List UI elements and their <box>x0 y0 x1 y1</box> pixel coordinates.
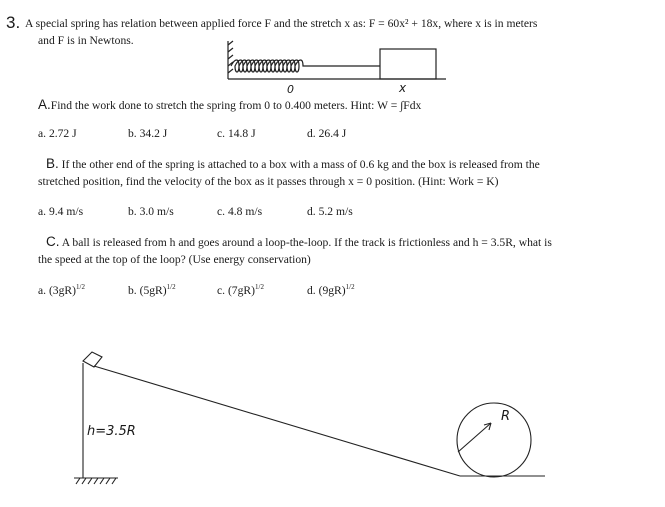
part-a-option-b: b. 34.2 J <box>128 127 168 140</box>
part-c-question-line2: the speed at the top of the loop? (Use energy conservation) <box>38 253 311 266</box>
part-a-option-c: c. 14.8 J <box>217 127 256 140</box>
problem-number: 3. <box>6 13 21 32</box>
spring-x-label: x <box>399 81 407 95</box>
part-a-option-a: a. 2.72 J <box>38 127 77 140</box>
part-a-text: Find the work done to stretch the spring from 0 to 0.400 meters. Hint: W = ∫Fdx <box>50 99 422 112</box>
part-b-option-c: c. 4.8 m/s <box>217 205 263 218</box>
part-b-text: If the other end of the spring is attached to a box with a mass of 0.6 kg and the box is released from the <box>61 158 540 171</box>
part-c-option-a: a. $(3gR)^{1/2}$ <box>38 283 85 297</box>
spring-origin-label: 0 <box>287 83 294 96</box>
radius-label: R <box>501 409 511 424</box>
part-b-letter: B. <box>46 156 59 171</box>
part-a-letter: A. <box>38 97 51 112</box>
part-b-option-b: b. 3.0 m/s <box>128 205 174 218</box>
problem-intro-line2: and F is in Newtons. <box>38 34 134 47</box>
part-a-option-d: d. 26.4 J <box>307 127 347 140</box>
part-c-option-b: b. $(5gR)^{1/2}$ <box>128 283 176 297</box>
height-label: h=3.5R <box>87 424 136 439</box>
part-b-option-d: d. 5.2 m/s <box>307 205 353 218</box>
part-c-question-line1 <box>46 235 552 250</box>
part-c-text: A ball is released from h and goes around a loop-the-loop. If the track is frictionless and h = 3.5R, what is <box>61 236 552 249</box>
part-b-question-line2: stretched position, find the velocity of the box as it passes through x = 0 position. (Hint: Work = K) <box>38 175 499 188</box>
part-c-option-c: c. $(7gR)^{1/2}$ <box>217 283 264 297</box>
part-c-option-d: d. $(9gR)^{1/2}$ <box>307 283 355 297</box>
problem-intro-line1: A special spring has relation between applied force F and the stretch x as: F = 60x² + 18x, where x is in meters <box>25 17 538 30</box>
part-b-option-a: a. 9.4 m/s <box>38 205 84 218</box>
part-b-question-line1 <box>46 157 540 172</box>
part-a-question <box>38 98 421 113</box>
part-c-letter: C. <box>46 234 60 249</box>
